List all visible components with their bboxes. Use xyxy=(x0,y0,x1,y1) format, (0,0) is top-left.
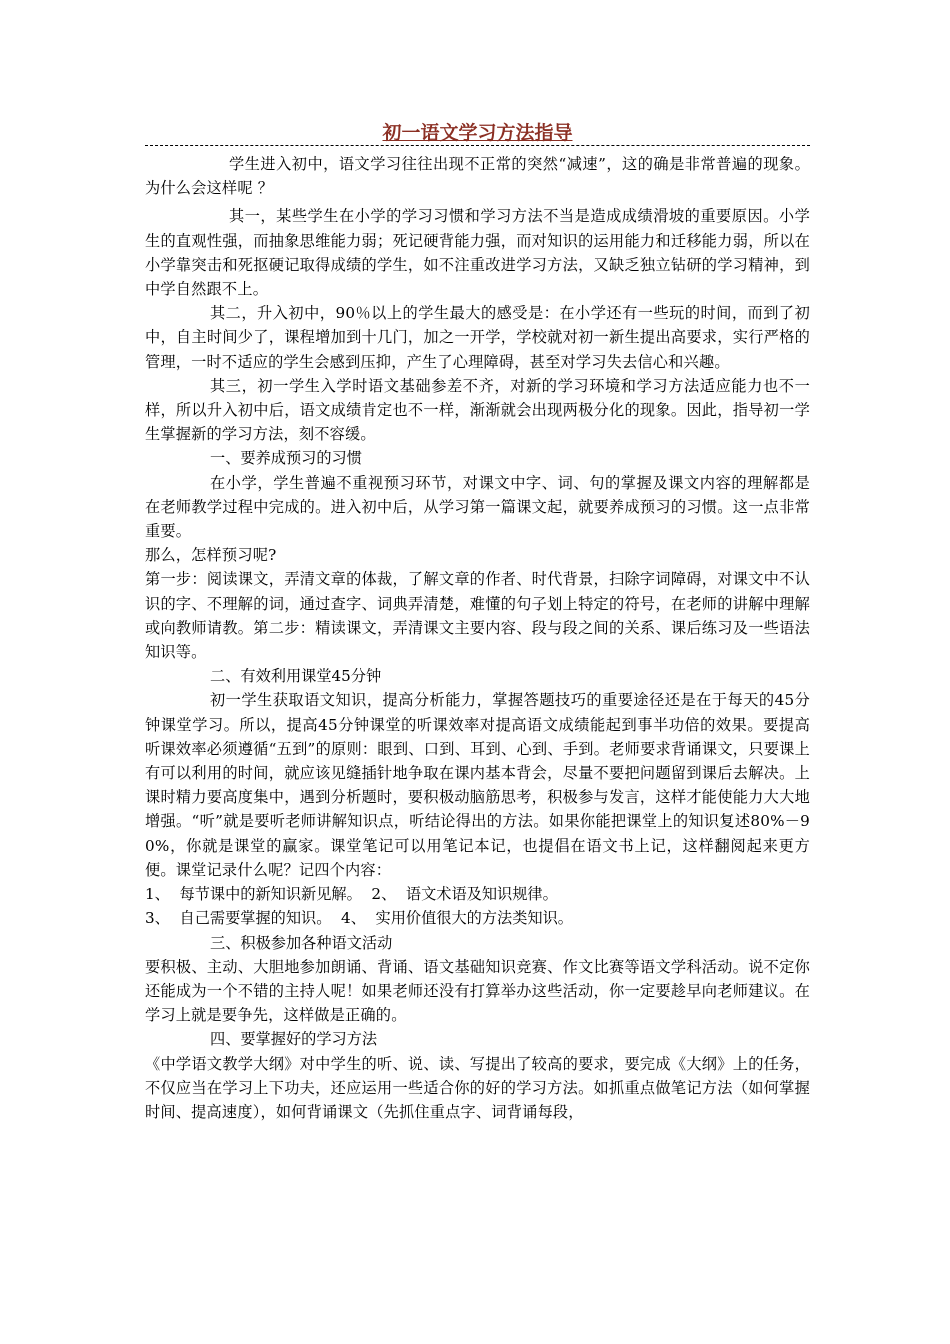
paragraph-preview-intro: 在小学，学生普遍不重视预习环节，对课文中字、词、句的掌握及课文内容的理解都是在老师教学过程中完成的。进入初中后，从学习第一篇课文起，就要养成预习的习惯。这一点非常重要。 xyxy=(145,473,810,541)
section-heading-preview: 一、要养成预习的习惯 xyxy=(210,449,362,468)
paragraph-preview-steps: 第一步：阅读课文，弄清文章的体裁，了解文章的作者、时代背景，扫除字词障碍，对课文中不认识的字、不理解的词，通过查字、词典弄清楚，难懂的句子划上特定的符号，在老师的讲解中理解或向教师请教。第二步：精读课文，弄清课文主要内容、段与段之间的关系、课后练习及一些语法知识等。 xyxy=(145,570,810,662)
section-heading-classroom: 二、有效利用课堂45分钟 xyxy=(210,667,382,686)
document-title: 初一语文学习方法指导 xyxy=(378,122,576,144)
section-heading-activities: 三、积极参加各种语文活动 xyxy=(210,933,393,952)
paragraph-preview-question: 那么，怎样预习呢? xyxy=(145,546,277,565)
paragraph-intro: 学生进入初中，语文学习往往出现不正常的突然“减速”，这的确是非常普遍的现象。为什么会这样呢 ？ xyxy=(145,155,810,198)
title-row xyxy=(145,118,810,150)
paragraph-methods: 《中学语文教学大纲》对中学生的听、说、读、写提出了较高的要求，要完成《大纲》上的任务，不仅应当在学习上下功夫，还应运用一些适合你的好的学习方法。如抓重点做笔记方法（如何掌握时间、提高速度），如何背诵课文（先抓住重点字、词背诵每段， xyxy=(145,1054,810,1121)
notes-list-line-1: 1、 每节课中的新知识新见解。 2、 语文术语及知识规律。 xyxy=(145,885,558,904)
paragraph-reason-three: 其三，初一学生入学时语文基础参差不齐，对新的学习环境和学习方法适应能力也不一样，所以升入初中后，语文成绩肯定也不一样，渐渐就会出现两极分化的现象。因此，指导初一学生掌握新的学习方法，刻不容缓。 xyxy=(145,376,810,444)
paragraph-activities: 要积极、主动、大胆地参加朗诵、背诵、语文基础知识竞赛、作文比赛等语文学科活动。说不定你还能成为一个不错的主持人呢！如果老师还没有打算举办这些活动，你一定要趁早向老师建议。在学习上就是要争先，这样做是正确的。 xyxy=(145,957,810,1025)
notes-list-line-2: 3、 自己需要掌握的知识。 4、 实用价值很大的方法类知识。 xyxy=(145,909,573,928)
paragraph-reason-two: 其二，升入初中，90％以上的学生最大的感受是：在小学还有一些玩的时间，而到了初中，自主时间少了，课程增加到十几门，加之一开学，学校就对初一新生提出高要求，实行严格的管理，一时不适应的学生会感到压抑，产生了心理障碍，甚至对学习失去信心和兴趣。 xyxy=(145,304,810,371)
paragraph-reason-one: 其一，某些学生在小学的学习习惯和学习方法不当是造成成绩滑坡的重要原因。小学生的直观性强，而抽象思维能力弱；死记硬背能力强，而对知识的运用能力和迁移能力弱，所以在小学靠突击和死抠硬记取得成绩的学生，如不注重改进学习方法，又缺乏独立钻研的学习精神，到中学自然跟不上。 xyxy=(145,207,810,299)
document-title-wrap xyxy=(145,120,810,146)
document-page xyxy=(145,118,810,1124)
paragraph-classroom: 初一学生获取语文知识，提高分析能力，掌握答题技巧的重要途径还是在于每天的45分钟课堂学习。所以，提高45分钟课堂的听课效率对提高语文成绩能起到事半功倍的效果。要提高听课效率必须遵循“五到”的原则：眼到、口到、耳到、心到、手到。老师要求背诵课文，只要课上有可以利用的时间，就应该见缝插针地争取在课内基本背会，尽量不要把问题留到课后去解决。上课时精力要高度集中，遇到分析题时，要积极动脑筋思考，积极参与发言，这样才能使能力大大地增强。“听”就是要听老师讲解知识点，听结论得出的方法。如果你能把课堂上的知识复述80%－90%，你就是课堂的赢家。课堂笔记可以用笔记本记，也提倡在语文书上记，这样翻阅起来更方便。课堂记录什么呢？记四个内容： xyxy=(145,691,810,879)
section-heading-methods: 四、要掌握好的学习方法 xyxy=(210,1030,378,1049)
